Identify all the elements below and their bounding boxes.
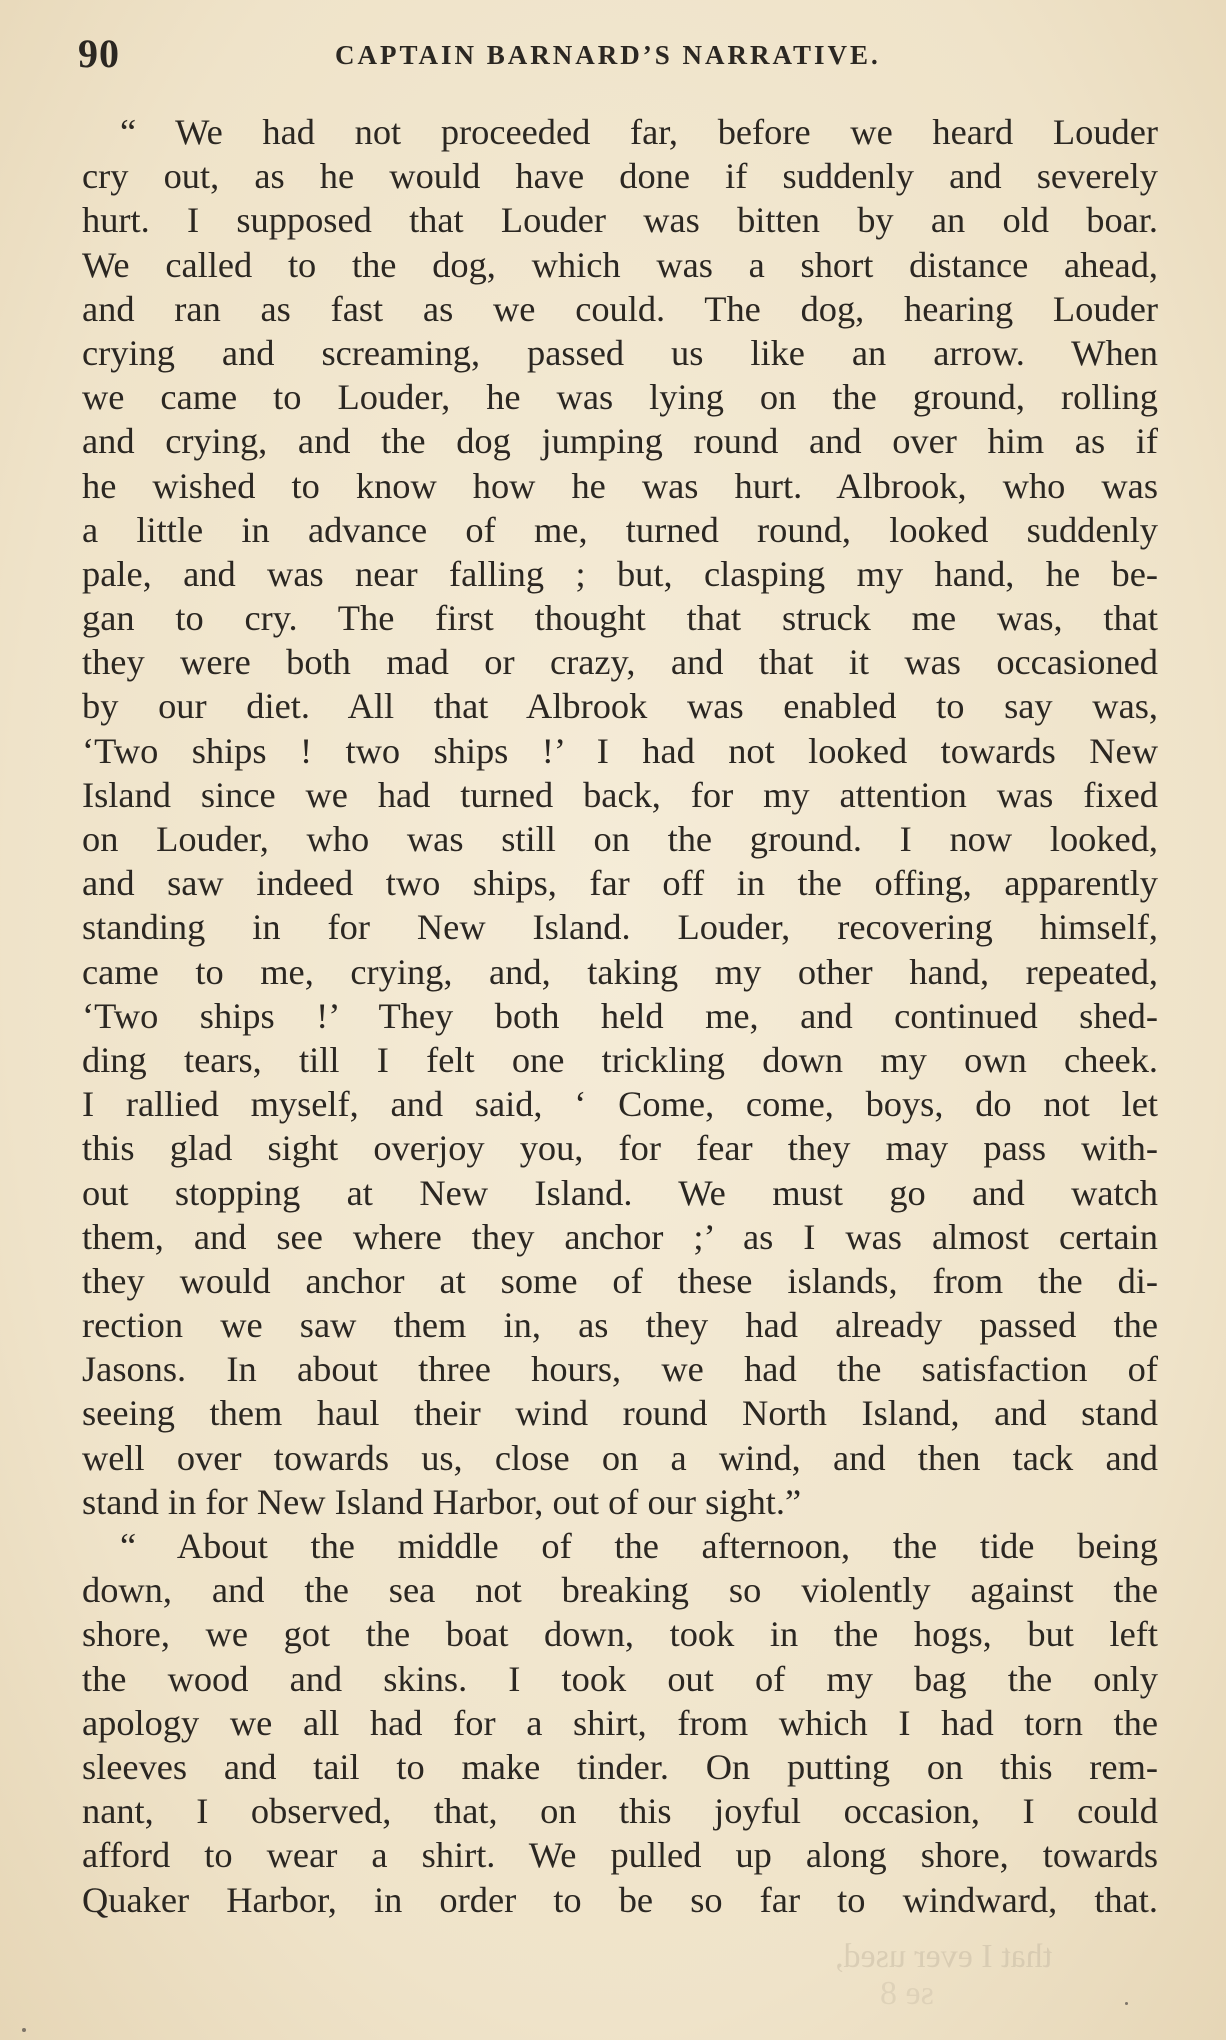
text-line: shore, we got the boat down, took in the hogs, but left: [82, 1614, 1158, 1655]
text-line: nant, I observed, that, on this joyful occasion, I could: [82, 1791, 1158, 1832]
text-line: they were both mad or crazy, and that it was occasioned: [82, 642, 1158, 683]
text-line: by our diet. All that Albrook was enabled to say was,: [82, 686, 1158, 727]
text-line: We called to the dog, which was a short distance ahead,: [82, 244, 1158, 285]
text-line: down, and the sea not breaking so violently against the: [82, 1570, 1158, 1611]
text-line: seeing them haul their wind round North Island, and stand: [82, 1393, 1158, 1434]
text-line: out stopping at New Island. We must go and watch: [82, 1172, 1158, 1213]
bleed-through-text: se 8: [880, 1975, 934, 2012]
text-line: ding tears, till I felt one trickling down my own cheek.: [82, 1039, 1158, 1080]
text-line: apology we all had for a shirt, from which I had torn the: [82, 1702, 1158, 1743]
text-line: a little in advance of me, turned round, looked suddenly: [82, 509, 1158, 550]
text-line: ‘Two ships ! two ships !’ I had not looked towards New: [82, 730, 1158, 771]
running-head: [78, 22, 1158, 82]
paper-speck: [22, 2028, 26, 2032]
text-line: we came to Louder, he was lying on the ground, rolling: [82, 377, 1158, 418]
text-line: on Louder, who was still on the ground. I now looked,: [82, 819, 1158, 859]
text-line: I rallied myself, and said, ‘ Come, come, boys, do not let: [82, 1084, 1158, 1125]
text-line: hurt. I supposed that Louder was bitten by an old boar.: [82, 200, 1158, 241]
text-line: and saw indeed two ships, far off in the offing, apparently: [82, 863, 1158, 904]
text-line: Island since we had turned back, for my attention was fixed: [82, 774, 1158, 815]
text-line: them, and see where they anchor ;’ as I was almost certain: [82, 1216, 1158, 1257]
text-line: crying and screaming, passed us like an arrow. When: [82, 332, 1158, 373]
text-line: Jasons. In about three hours, we had the satisfaction of: [82, 1349, 1158, 1390]
body-text: [82, 110, 1158, 1922]
text-line: stand in for New Island Harbor, out of our sight.”: [82, 1481, 802, 1522]
text-line: “ We had not proceeded far, before we heard Louder: [120, 112, 1158, 152]
text-line: they would anchor at some of these islands, from the di-: [82, 1260, 1158, 1301]
text-line: this glad sight overjoy you, for fear they may pass with-: [82, 1128, 1158, 1169]
text-line: rection we saw them in, as they had already passed the: [82, 1305, 1158, 1346]
text-line: well over towards us, close on a wind, and then tack and: [82, 1437, 1158, 1478]
text-line: ‘Two ships !’ They both held me, and continued shed-: [82, 995, 1158, 1036]
text-line: pale, and was near falling ; but, clasping my hand, he be-: [82, 553, 1158, 594]
text-line: cry out, as he would have done if suddenly and severely: [82, 156, 1158, 197]
text-line: he wished to know how he was hurt. Albrook, who was: [82, 465, 1158, 506]
text-line: and crying, and the dog jumping round and over him as if: [82, 421, 1158, 462]
text-line: the wood and skins. I took out of my bag the only: [82, 1658, 1158, 1699]
text-line: and ran as fast as we could. The dog, hearing Louder: [82, 288, 1158, 329]
text-line: “ About the middle of the afternoon, the tide being: [120, 1526, 1158, 1566]
text-line: came to me, crying, and, taking my other hand, repeated,: [82, 951, 1158, 992]
page-number: 90: [78, 31, 120, 76]
text-line: afford to wear a shirt. We pulled up along shore, towards: [82, 1835, 1158, 1876]
running-title: CAPTAIN BARNARD’S NARRATIVE.: [335, 40, 881, 70]
bleed-through-text: that I ever used,: [835, 1938, 1053, 1975]
text-line: Quaker Harbor, in order to be so far to windward, that.: [82, 1879, 1158, 1920]
text-line: standing in for New Island. Louder, recovering himself,: [82, 907, 1158, 948]
text-line: gan to cry. The first thought that struck me was, that: [82, 598, 1158, 639]
text-line: sleeves and tail to make tinder. On putting on this rem-: [82, 1746, 1158, 1787]
paper-speck: [1125, 2002, 1128, 2005]
